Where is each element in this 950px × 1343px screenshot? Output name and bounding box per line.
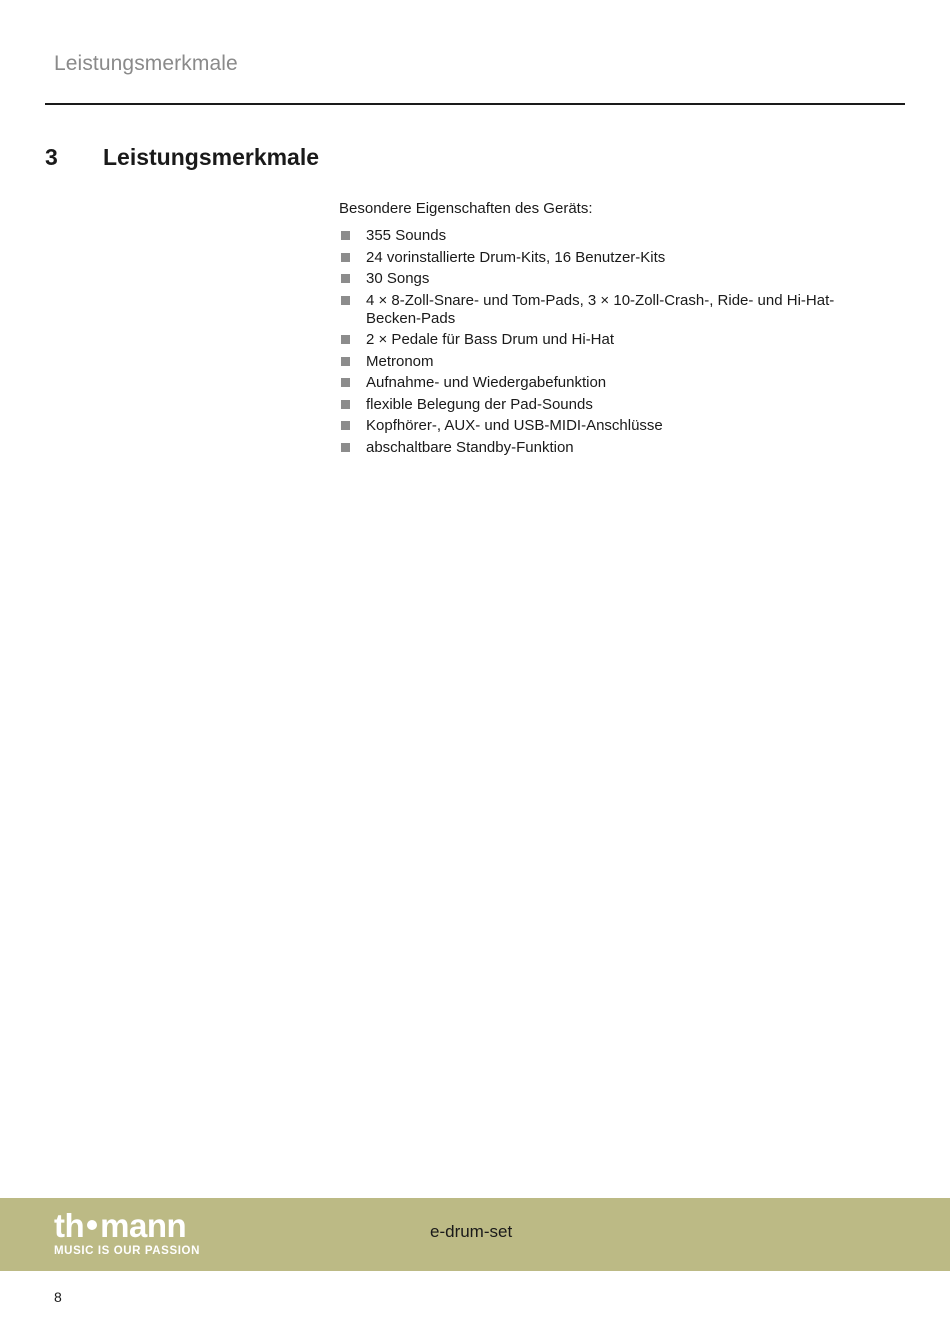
list-item [339,331,884,349]
list-item [339,439,884,457]
footer-band [0,1198,950,1271]
square-bullet-icon [341,231,350,240]
thomann-logo [54,1208,200,1258]
page-number: 8 [54,1289,62,1305]
list-item [339,292,884,328]
square-bullet-icon [341,378,350,387]
square-bullet-icon [341,357,350,366]
list-item-text: 24 vorinstallierte Drum-Kits, 16 Benutzer-Kits [366,248,666,266]
logo-dot-icon [87,1220,97,1230]
square-bullet-icon [341,274,350,283]
list-item-text: 2 × Pedale für Bass Drum und Hi-Hat [366,331,615,348]
list-item [339,249,884,267]
list-item-text: flexible Belegung der Pad-Sounds [366,395,593,413]
list-item-text: Aufnahme- und Wiedergabefunktion [366,374,607,391]
square-bullet-icon [341,400,350,409]
logo-wordmark [54,1208,200,1244]
list-item-text: 355 Sounds [366,227,447,244]
logo-text-right: mann [100,1207,187,1244]
product-name: e-drum-set [430,1222,513,1241]
intro-text: Besondere Eigenschaften des Geräts: [339,200,593,217]
square-bullet-icon [341,296,350,305]
list-item [339,396,884,414]
list-item [339,417,884,435]
square-bullet-icon [341,335,350,344]
list-item [339,374,884,392]
feature-list [339,227,884,457]
logo-text-left: th [54,1207,85,1244]
list-item-text: 30 Songs [366,270,430,287]
list-item [339,270,884,288]
list-item-text: abschaltbare Standby-Funktion [366,438,574,456]
main-content [339,200,884,460]
list-item [339,353,884,371]
logo-tagline: MUSIC IS OUR PASSION [54,1245,200,1257]
header-rule [45,103,905,105]
square-bullet-icon [341,253,350,262]
square-bullet-icon [341,421,350,430]
square-bullet-icon [341,443,350,452]
list-item-text: Kopfhörer-, AUX- und USB-MIDI-Anschlüsse [366,417,663,434]
chapter-title: Leistungsmerkmale [103,144,320,170]
list-item-text: 4 × 8-Zoll-Snare- und Tom-Pads, 3 × 10-Zoll-Crash-, Ride- und Hi-Hat-Becken-Pads [366,291,835,327]
list-item [339,227,884,245]
running-header: Leistungsmerkmale [54,52,238,75]
chapter-number: 3 [45,144,58,170]
list-item-text: Metronom [366,352,434,370]
